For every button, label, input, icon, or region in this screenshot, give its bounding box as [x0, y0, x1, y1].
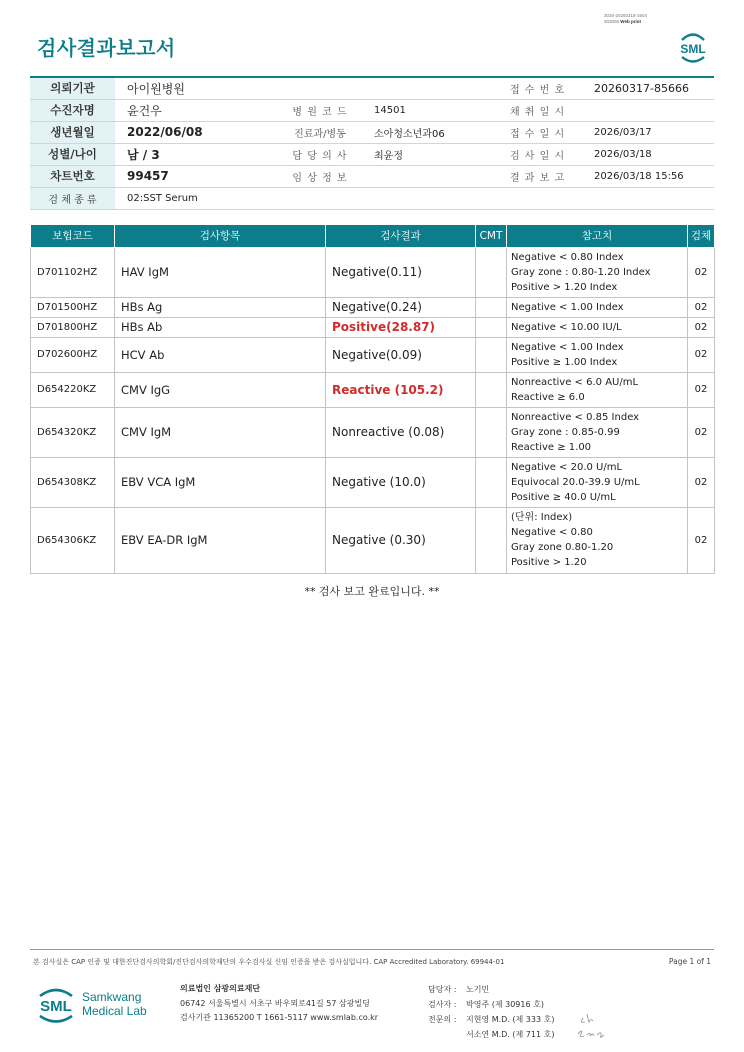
- organization-address: 06742 서울특별시 서초구 바우뫼로41길 57 삼광빌딩: [180, 998, 370, 1008]
- test-item: HBs Ab: [115, 317, 326, 337]
- hospital-code-label: 병 원 코 드: [280, 99, 360, 121]
- reference-line: Negative < 10.00 IU/L: [511, 321, 622, 333]
- info-row: [30, 187, 714, 209]
- test-code: D654220KZ: [31, 372, 115, 407]
- test-reference: [507, 297, 688, 317]
- results-header-row: [31, 225, 715, 247]
- patient-label: 수진자명: [30, 99, 115, 121]
- reference-line: Negative < 20.0 U/mL: [511, 461, 623, 473]
- reference-line: Negative < 0.80: [511, 527, 593, 538]
- receipt-date-value: 2026/03/17: [580, 121, 714, 143]
- test-comment: [476, 297, 507, 317]
- patient-value: 윤건우: [115, 99, 280, 121]
- test-result: Negative(0.24): [326, 297, 476, 317]
- document-code-line-2: 303006 Web print: [604, 19, 641, 24]
- staff-row: 담당자 : 노기민: [428, 985, 490, 994]
- test-result: Negative(0.11): [326, 247, 476, 297]
- test-reference: [507, 317, 688, 337]
- certification-text: 본 검사실은 CAP 인증 및 대한진단검사의학회/진단검사의학재단의 우수검사실 신임 인증을 받은 검사실입니다. CAP Accredited Laboratory. 69944-01: [33, 958, 505, 966]
- collect-date-label: 채 취 일 시: [495, 99, 580, 121]
- document-code: [604, 13, 647, 25]
- test-specimen: 02: [688, 372, 715, 407]
- test-reference: [507, 507, 688, 573]
- patient-info-table: [30, 76, 714, 210]
- receipt-no-value: 20260317-85666: [580, 77, 714, 99]
- header-code: 보험코드: [31, 225, 115, 247]
- result-row: [31, 247, 715, 297]
- reference-line: Reactive ≥ 1.00: [511, 441, 592, 453]
- samkwang-logo-icon: [36, 983, 176, 1027]
- chart-value: 99457: [115, 165, 280, 187]
- test-code: D654306KZ: [31, 507, 115, 573]
- test-code: D654320KZ: [31, 407, 115, 457]
- test-date-value: 2026/03/18: [580, 143, 714, 165]
- organization-name: 의료법인 삼광의료재단: [180, 984, 261, 993]
- reference-line: Nonreactive < 6.0 AU/mL: [511, 376, 639, 388]
- document-code-line-1: 3030-20260318-1604: [604, 13, 648, 18]
- reference-line: Gray zone 0.80-1.20: [511, 542, 614, 553]
- header-result: 검사결과: [326, 225, 476, 247]
- clinical-label: 임 상 정 보: [280, 165, 360, 187]
- doctor-label: 담 당 의 사: [280, 143, 360, 165]
- result-row: [31, 297, 715, 317]
- header-item: 검사항목: [115, 225, 326, 247]
- result-row: [31, 457, 715, 507]
- test-comment: [476, 337, 507, 372]
- test-reference: [507, 337, 688, 372]
- doctor-value: 최윤정: [360, 143, 495, 165]
- test-item: HAV IgM: [115, 247, 326, 297]
- header-reference: 참고치: [507, 225, 688, 247]
- test-item: EBV VCA IgM: [115, 457, 326, 507]
- reference-line: Positive ≥ 1.00 Index: [511, 356, 618, 368]
- collect-date-value: [580, 99, 714, 121]
- reference-line: Gray zone : 0.85-0.99: [511, 426, 620, 438]
- test-specimen: 02: [688, 317, 715, 337]
- page-number: Page 1 of 1: [668, 957, 711, 966]
- result-row: [31, 317, 715, 337]
- report-date-label: 결 과 보 고: [495, 165, 580, 187]
- test-item: HCV Ab: [115, 337, 326, 372]
- test-reference: [507, 247, 688, 297]
- test-result: Reactive (105.2): [326, 372, 476, 407]
- chart-label: 차트번호: [30, 165, 115, 187]
- test-reference: [507, 457, 688, 507]
- receipt-date-label: 접 수 일 시: [495, 121, 580, 143]
- test-specimen: 02: [688, 337, 715, 372]
- reference-line: (단위: Index): [511, 512, 573, 523]
- hospital-code-value: 14501: [360, 99, 495, 121]
- test-code: D701800HZ: [31, 317, 115, 337]
- test-comment: [476, 507, 507, 573]
- svg-text:SML: SML: [680, 42, 706, 56]
- result-row: [31, 407, 715, 457]
- test-code: D701102HZ: [31, 247, 115, 297]
- reference-line: Negative < 1.00 Index: [511, 341, 624, 353]
- test-specimen: 02: [688, 507, 715, 573]
- sml-logo-icon: [674, 28, 712, 66]
- dept-value: 소아청소년과06: [360, 121, 495, 143]
- report-date-value: 2026/03/18 15:56: [580, 165, 714, 187]
- requester-value: 아이원병원: [115, 77, 495, 99]
- info-row: [30, 165, 714, 187]
- header-cmt: CMT: [476, 225, 507, 247]
- reference-line: Negative < 0.80 Index: [511, 251, 624, 263]
- result-row: [31, 372, 715, 407]
- staff-row: 검사자 : 박영주 (제 30916 호): [428, 1000, 544, 1009]
- staff-row: 전문의 : 지현영 M.D. (제 333 호): [428, 1015, 555, 1024]
- test-code: D702600HZ: [31, 337, 115, 372]
- test-item: CMV IgM: [115, 407, 326, 457]
- result-row: [31, 337, 715, 372]
- result-row: [31, 507, 715, 573]
- test-date-label: 검 사 일 시: [495, 143, 580, 165]
- organization-info: [180, 982, 378, 1026]
- reference-line: Equivocal 20.0-39.9 U/mL: [511, 476, 640, 488]
- specimen-label: 검 체 종 류: [30, 187, 115, 209]
- clinical-value: [360, 165, 495, 187]
- reference-line: Reactive ≥ 6.0: [511, 391, 585, 403]
- reference-line: Negative < 1.00 Index: [511, 301, 624, 313]
- staff-row: 서소연 M.D. (제 711 호): [466, 1030, 555, 1039]
- sex-age-label: 성별/나이: [30, 143, 115, 165]
- reference-line: Gray zone : 0.80-1.20 Index: [511, 266, 651, 278]
- test-code: D701500HZ: [31, 297, 115, 317]
- test-item: CMV IgG: [115, 372, 326, 407]
- page-title: 검사결과보고서: [37, 36, 176, 60]
- test-comment: [476, 247, 507, 297]
- birth-label: 생년월일: [30, 121, 115, 143]
- results-body: [31, 247, 715, 573]
- footer-divider: [30, 949, 714, 950]
- organization-contact: 검사기관 11365200 T 1661-5117 www.smlab.co.kr: [180, 1013, 379, 1022]
- test-result: Negative (10.0): [326, 457, 476, 507]
- svg-text:Samkwang: Samkwang: [82, 990, 142, 1004]
- specimen-value: 02:SST Serum: [115, 187, 714, 209]
- receipt-no-label: 접 수 번 호: [495, 77, 580, 99]
- reference-line: Positive > 1.20 Index: [511, 281, 618, 293]
- test-comment: [476, 457, 507, 507]
- staff-info: [428, 982, 554, 1042]
- completion-note: ** 검사 보고 완료입니다. **: [304, 585, 440, 598]
- test-result: Negative(0.09): [326, 337, 476, 372]
- test-item: HBs Ag: [115, 297, 326, 317]
- test-reference: [507, 407, 688, 457]
- test-comment: [476, 407, 507, 457]
- reference-line: Positive ≥ 40.0 U/mL: [511, 491, 616, 503]
- svg-text:Medical Lab: Medical Lab: [82, 1004, 147, 1018]
- test-specimen: 02: [688, 457, 715, 507]
- svg-text:SML: SML: [40, 998, 72, 1015]
- header-specimen: 검체: [688, 225, 715, 247]
- info-row: [30, 77, 714, 99]
- test-result: Positive(28.87): [326, 317, 476, 337]
- requester-label: 의뢰기관: [30, 77, 115, 99]
- test-specimen: 02: [688, 247, 715, 297]
- dept-label: 진료과/병동: [280, 121, 360, 143]
- sex-age-value: 남 / 3: [115, 143, 280, 165]
- info-row: [30, 121, 714, 143]
- test-item: EBV EA-DR IgM: [115, 507, 326, 573]
- test-result: Nonreactive (0.08): [326, 407, 476, 457]
- test-code: D654308KZ: [31, 457, 115, 507]
- test-result: Negative (0.30): [326, 507, 476, 573]
- test-specimen: 02: [688, 407, 715, 457]
- test-comment: [476, 317, 507, 337]
- results-table: [30, 225, 715, 574]
- birth-value: 2022/06/08: [115, 121, 280, 143]
- info-row: [30, 99, 714, 121]
- test-specimen: 02: [688, 297, 715, 317]
- test-comment: [476, 372, 507, 407]
- test-reference: [507, 372, 688, 407]
- reference-line: Nonreactive < 0.85 Index: [511, 411, 640, 423]
- reference-line: Positive > 1.20: [511, 557, 587, 568]
- signature-image: [575, 1008, 611, 1042]
- info-row: [30, 143, 714, 165]
